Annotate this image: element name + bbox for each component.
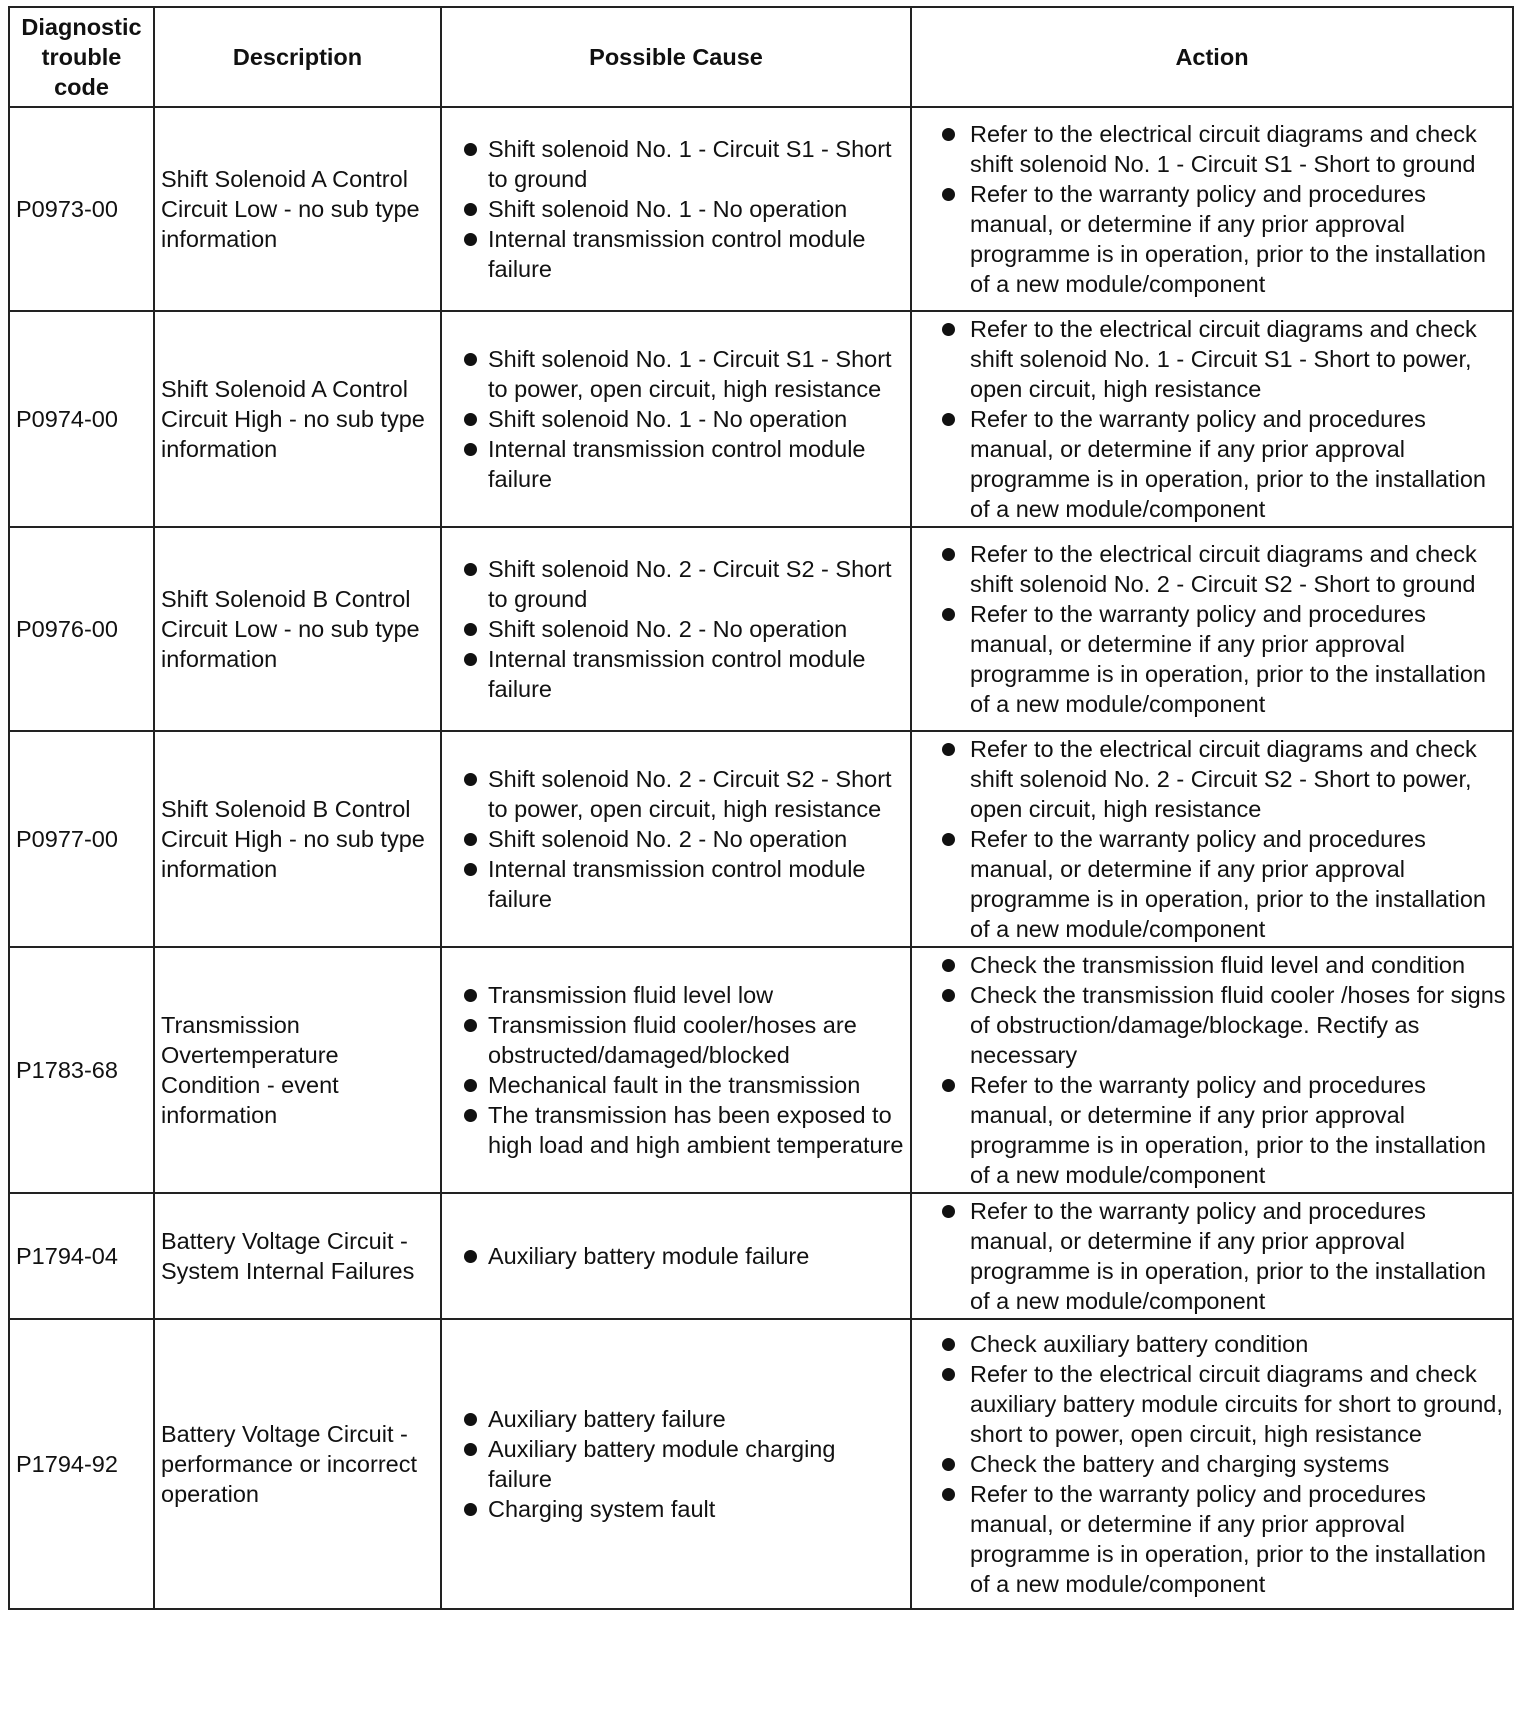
bullet-icon <box>464 233 477 246</box>
bullet-icon <box>942 989 955 1002</box>
action-list <box>918 314 1506 524</box>
table-row <box>9 1319 1513 1609</box>
dtc-description: Shift Solenoid B Control Circuit Low - no sub type information <box>154 527 441 731</box>
action-item <box>918 1449 1506 1479</box>
bullet-icon <box>464 1019 477 1032</box>
bullet-icon <box>942 323 955 336</box>
action-text: Refer to the electrical circuit diagrams and check shift solenoid No. 2 - Circuit S2 - Short to ground <box>970 541 1477 597</box>
table-row <box>9 731 1513 947</box>
action-item <box>918 1329 1506 1359</box>
cause-list <box>448 980 904 1160</box>
dtc-cause-cell <box>441 107 911 311</box>
bullet-icon <box>942 1458 955 1471</box>
action-item <box>918 599 1506 719</box>
cause-item <box>448 614 904 644</box>
dtc-description: Battery Voltage Circuit - System Internal Failures <box>154 1193 441 1319</box>
action-list <box>918 539 1506 719</box>
bullet-icon <box>464 1250 477 1263</box>
action-item <box>918 404 1506 524</box>
action-item <box>918 734 1506 824</box>
cause-item <box>448 644 904 704</box>
dtc-description: Transmission Overtemperature Condition - event information <box>154 947 441 1193</box>
bullet-icon <box>464 143 477 156</box>
table-row <box>9 1193 1513 1319</box>
bullet-icon <box>942 608 955 621</box>
action-item <box>918 980 1506 1070</box>
header-description: Description <box>154 7 441 107</box>
cause-text: Shift solenoid No. 2 - No operation <box>488 616 848 642</box>
bullet-icon <box>464 203 477 216</box>
dtc-action-cell <box>911 527 1513 731</box>
action-list <box>918 950 1506 1190</box>
action-item <box>918 314 1506 404</box>
cause-text: Auxiliary battery failure <box>488 1406 726 1432</box>
cause-text: Internal transmission control module failure <box>488 226 866 282</box>
bullet-icon <box>464 1443 477 1456</box>
dtc-action-cell <box>911 107 1513 311</box>
dtc-description: Battery Voltage Circuit - performance or incorrect operation <box>154 1319 441 1609</box>
dtc-code: P0973-00 <box>9 107 154 311</box>
cause-text: The transmission has been exposed to high load and high ambient temperature <box>488 1102 904 1158</box>
cause-item <box>448 1494 904 1524</box>
bullet-icon <box>464 353 477 366</box>
dtc-code: P1783-68 <box>9 947 154 1193</box>
action-list <box>918 1196 1506 1316</box>
dtc-code: P0976-00 <box>9 527 154 731</box>
table-header <box>9 7 1513 107</box>
bullet-icon <box>942 188 955 201</box>
cause-item <box>448 854 904 914</box>
cause-list <box>448 134 904 284</box>
action-text: Refer to the warranty policy and procedures manual, or determine if any prior approval programme is in operation, prior to the installation of a new module/component <box>970 826 1486 942</box>
action-item <box>918 119 1506 179</box>
cause-list <box>448 554 904 704</box>
cause-list <box>448 1404 904 1524</box>
cause-text: Shift solenoid No. 1 - Circuit S1 - Short to power, open circuit, high resistance <box>488 346 892 402</box>
dtc-action-cell <box>911 731 1513 947</box>
bullet-icon <box>942 743 955 756</box>
cause-item <box>448 134 904 194</box>
action-text: Refer to the warranty policy and procedures manual, or determine if any prior approval programme is in operation, prior to the installation of a new module/component <box>970 1072 1486 1188</box>
cause-item <box>448 1241 904 1271</box>
dtc-action-cell <box>911 947 1513 1193</box>
action-item <box>918 1359 1506 1449</box>
action-text: Refer to the warranty policy and procedures manual, or determine if any prior approval programme is in operation, prior to the installation of a new module/component <box>970 181 1486 297</box>
header-code: Diagnostic trouble code <box>9 7 154 107</box>
action-text: Refer to the warranty policy and procedures manual, or determine if any prior approval programme is in operation, prior to the installation of a new module/component <box>970 601 1486 717</box>
cause-text: Transmission fluid cooler/hoses are obstructed/damaged/blocked <box>488 1012 857 1068</box>
action-list <box>918 1329 1506 1599</box>
cause-item <box>448 980 904 1010</box>
dtc-cause-cell <box>441 311 911 527</box>
cause-item <box>448 1010 904 1070</box>
bullet-icon <box>942 959 955 972</box>
table-row <box>9 527 1513 731</box>
action-text: Refer to the warranty policy and procedures manual, or determine if any prior approval programme is in operation, prior to the installation of a new module/component <box>970 1198 1486 1314</box>
action-text: Refer to the electrical circuit diagrams and check shift solenoid No. 1 - Circuit S1 - Short to power, open circuit, high resistance <box>970 316 1477 402</box>
bullet-icon <box>942 413 955 426</box>
action-item <box>918 950 1506 980</box>
cause-text: Shift solenoid No. 1 - No operation <box>488 406 848 432</box>
cause-item <box>448 1100 904 1160</box>
action-text: Check the transmission fluid cooler /hoses for signs of obstruction/damage/blockage. Rectify as necessary <box>970 982 1506 1068</box>
action-list <box>918 734 1506 944</box>
bullet-icon <box>942 1079 955 1092</box>
bullet-icon <box>464 1503 477 1516</box>
dtc-cause-cell <box>441 1193 911 1319</box>
table-body <box>9 107 1513 1609</box>
action-item <box>918 179 1506 299</box>
dtc-code: P0974-00 <box>9 311 154 527</box>
bullet-icon <box>464 989 477 1002</box>
action-text: Check auxiliary battery condition <box>970 1331 1309 1357</box>
cause-item <box>448 194 904 224</box>
table-row <box>9 107 1513 311</box>
cause-text: Mechanical fault in the transmission <box>488 1072 861 1098</box>
cause-text: Transmission fluid level low <box>488 982 774 1008</box>
action-item <box>918 1070 1506 1190</box>
cause-list <box>448 344 904 494</box>
cause-item <box>448 1070 904 1100</box>
bullet-icon <box>464 563 477 576</box>
dtc-description: Shift Solenoid B Control Circuit High - no sub type information <box>154 731 441 947</box>
cause-text: Shift solenoid No. 1 - No operation <box>488 196 848 222</box>
cause-text: Shift solenoid No. 1 - Circuit S1 - Short to ground <box>488 136 892 192</box>
cause-text: Shift solenoid No. 2 - Circuit S2 - Short to ground <box>488 556 892 612</box>
cause-item <box>448 824 904 854</box>
table-row <box>9 947 1513 1193</box>
table-row <box>9 311 1513 527</box>
dtc-table <box>8 6 1514 1610</box>
cause-text: Shift solenoid No. 2 - Circuit S2 - Short to power, open circuit, high resistance <box>488 766 892 822</box>
dtc-cause-cell <box>441 527 911 731</box>
cause-list <box>448 764 904 914</box>
dtc-cause-cell <box>441 1319 911 1609</box>
dtc-code: P1794-92 <box>9 1319 154 1609</box>
bullet-icon <box>942 1205 955 1218</box>
cause-item <box>448 404 904 434</box>
bullet-icon <box>942 1368 955 1381</box>
dtc-code: P0977-00 <box>9 731 154 947</box>
action-text: Refer to the electrical circuit diagrams and check auxiliary battery module circuits for short to ground, short to power, open circuit, high resistance <box>970 1361 1503 1447</box>
header-cause: Possible Cause <box>441 7 911 107</box>
cause-item <box>448 554 904 614</box>
action-item <box>918 539 1506 599</box>
cause-item <box>448 764 904 824</box>
bullet-icon <box>942 548 955 561</box>
dtc-action-cell <box>911 1319 1513 1609</box>
action-text: Refer to the warranty policy and procedures manual, or determine if any prior approval programme is in operation, prior to the installation of a new module/component <box>970 406 1486 522</box>
cause-text: Shift solenoid No. 2 - No operation <box>488 826 848 852</box>
cause-item <box>448 1404 904 1434</box>
bullet-icon <box>942 833 955 846</box>
bullet-icon <box>942 1488 955 1501</box>
action-text: Refer to the electrical circuit diagrams and check shift solenoid No. 2 - Circuit S2 - Short to power, open circuit, high resistance <box>970 736 1477 822</box>
cause-item <box>448 434 904 494</box>
dtc-code: P1794-04 <box>9 1193 154 1319</box>
cause-text: Auxiliary battery module failure <box>488 1243 810 1269</box>
cause-text: Auxiliary battery module charging failure <box>488 1436 836 1492</box>
action-item <box>918 824 1506 944</box>
action-text: Refer to the electrical circuit diagrams and check shift solenoid No. 1 - Circuit S1 - Short to ground <box>970 121 1477 177</box>
bullet-icon <box>464 1109 477 1122</box>
bullet-icon <box>464 623 477 636</box>
cause-text: Internal transmission control module failure <box>488 436 866 492</box>
cause-item <box>448 1434 904 1494</box>
cause-text: Internal transmission control module failure <box>488 856 866 912</box>
header-action: Action <box>911 7 1513 107</box>
cause-list <box>448 1241 904 1271</box>
dtc-cause-cell <box>441 947 911 1193</box>
bullet-icon <box>942 128 955 141</box>
bullet-icon <box>464 1413 477 1426</box>
bullet-icon <box>464 833 477 846</box>
header-row <box>9 7 1513 107</box>
dtc-cause-cell <box>441 731 911 947</box>
dtc-action-cell <box>911 1193 1513 1319</box>
bullet-icon <box>464 863 477 876</box>
action-text: Check the battery and charging systems <box>970 1451 1390 1477</box>
cause-item <box>448 224 904 284</box>
bullet-icon <box>464 413 477 426</box>
action-list <box>918 119 1506 299</box>
bullet-icon <box>942 1338 955 1351</box>
action-text: Check the transmission fluid level and condition <box>970 952 1466 978</box>
action-item <box>918 1196 1506 1316</box>
dtc-description: Shift Solenoid A Control Circuit High - no sub type information <box>154 311 441 527</box>
bullet-icon <box>464 443 477 456</box>
bullet-icon <box>464 1079 477 1092</box>
action-item <box>918 1479 1506 1599</box>
dtc-action-cell <box>911 311 1513 527</box>
cause-text: Charging system fault <box>488 1496 716 1522</box>
dtc-description: Shift Solenoid A Control Circuit Low - no sub type information <box>154 107 441 311</box>
cause-text: Internal transmission control module failure <box>488 646 866 702</box>
bullet-icon <box>464 773 477 786</box>
cause-item <box>448 344 904 404</box>
action-text: Refer to the warranty policy and procedures manual, or determine if any prior approval programme is in operation, prior to the installation of a new module/component <box>970 1481 1486 1597</box>
bullet-icon <box>464 653 477 666</box>
